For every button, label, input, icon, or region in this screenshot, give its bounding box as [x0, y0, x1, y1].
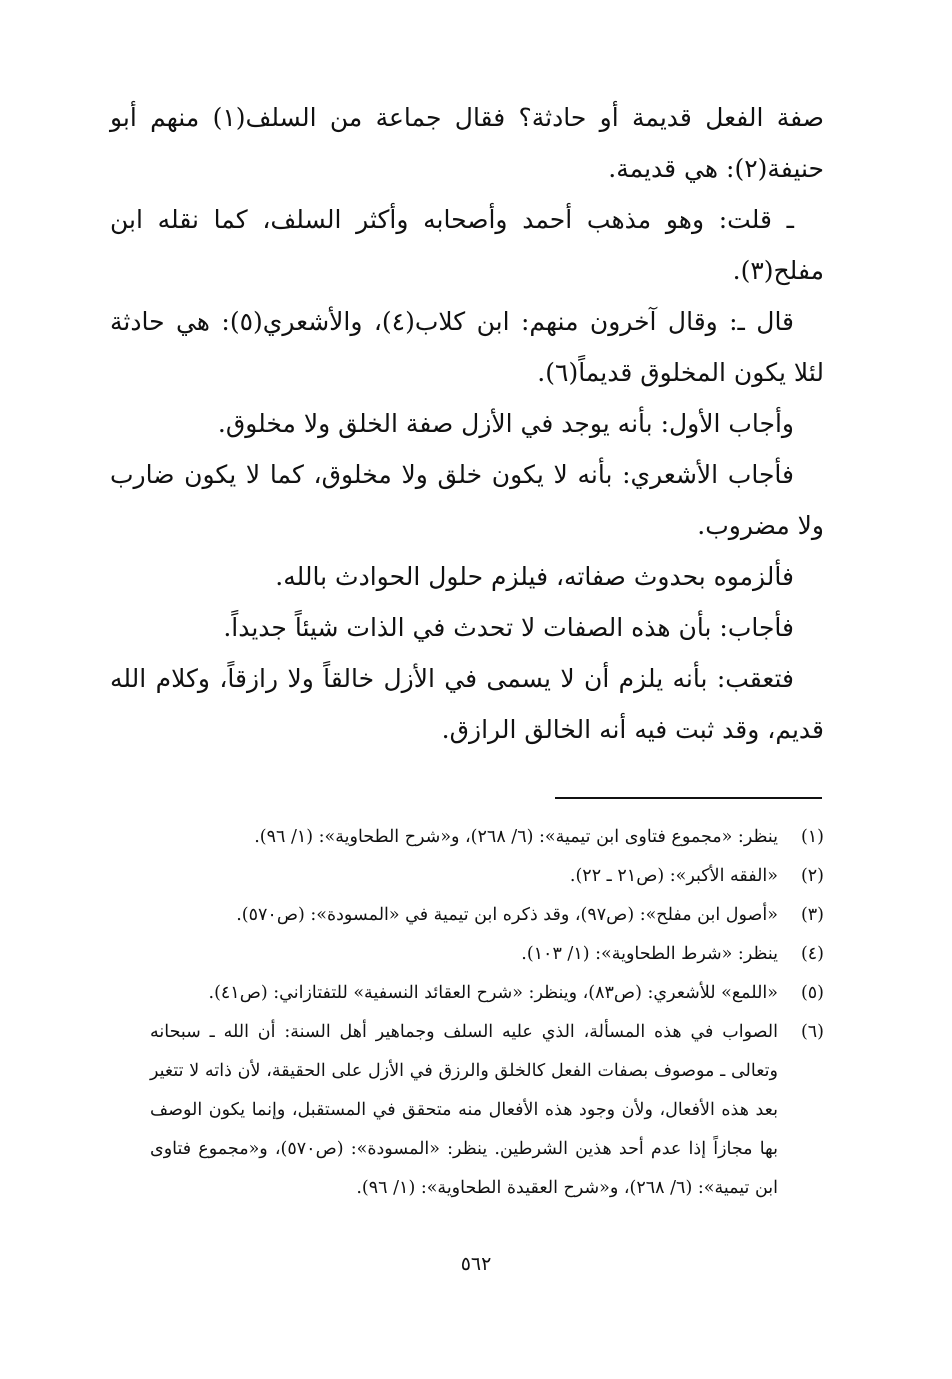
main-text-block	[110, 92, 824, 755]
footnote-5	[150, 974, 824, 1013]
footnote-number: (٥)	[800, 983, 824, 1003]
body-paragraph-6: فألزموه بحدوث صفاته، فيلزم حلول الحوادث بالله.	[275, 562, 794, 591]
footnote-text: ينظر: «مجموع فتاوى ابن تيمية»: (٦/ ٢٦٨)، و«شرح الطحاوية»: (١/ ٩٦).	[254, 827, 778, 847]
footnote-text: «أصول ابن مفلح»: (ص٩٧)، وقد ذكره ابن تيمية في «المسودة»: (ص٥٧٠).	[236, 905, 778, 925]
footnote-divider	[555, 797, 822, 799]
footnote-text: «اللمع» للأشعري: (ص٨٣)، وينظر: «شرح العقائد النسفية» للتفتازاني: (ص٤١).	[208, 983, 778, 1003]
footnote-text: الصواب في هذه المسألة، الذي عليه السلف وجماهير أهل السنة: أن الله ـ سبحانه وتعالى ـ موصوف بصفات الفعل كالخلق والرزق في الأزل على الحقيقة، لأن ذاته لا تتغير بعد هذه الأفعال، ولأن وجود هذه الأفعال منه متحقق في المستقبل، وإنما يكون الوصف بها مجازاً إذا عدم أحد هذين الشرطين. ينظر: «المسودة»: (ص٥٧٠)، و«مجموع فتاوى ابن تيمية»: (٦/ ٢٦٨)، و«شرح العقيدة الطحاوية»: (١/ ٩٦).	[150, 1022, 778, 1198]
footnote-number: (٦)	[800, 1022, 824, 1042]
footnote-number: (٤)	[800, 944, 824, 964]
body-paragraph-1: صفة الفعل قديمة أو حادثة؟ فقال جماعة من السلف(١) منهم أبو حنيفة(٢): هي قديمة.	[110, 103, 825, 183]
footnote-number: (١)	[800, 827, 824, 847]
body-paragraph-7: فأجاب: بأن هذه الصفات لا تحدث في الذات شيئاً جديداً.	[223, 613, 794, 642]
footnote-3	[150, 896, 824, 935]
footnote-4	[150, 935, 824, 974]
footnote-number: (٢)	[800, 866, 824, 886]
footnotes-section	[150, 818, 824, 1208]
footnote-number: (٣)	[800, 905, 824, 925]
body-paragraph-3: قال ـ: وقال آخرون منهم: ابن كلاب(٤)، والأشعري(٥): هي حادثة لئلا يكون المخلوق قديماً(٦).	[110, 307, 824, 387]
body-paragraph-5: فأجاب الأشعري: بأنه لا يكون خلق ولا مخلوق، كما لا يكون ضارب ولا مضروب.	[110, 460, 824, 540]
body-paragraph-2: ـ قلت: وهو مذهب أحمد وأصحابه وأكثر السلف، كما نقله ابن مفلح(٣).	[110, 205, 824, 285]
footnote-6	[150, 1013, 824, 1208]
footnote-2	[150, 857, 824, 896]
footnote-text: «الفقه الأكبر»: (ص٢١ ـ ٢٢).	[569, 866, 778, 886]
footnote-text: ينظر: «شرط الطحاوية»: (١/ ١٠٣).	[521, 944, 778, 964]
body-paragraph-8: فتعقب: بأنه يلزم أن لا يسمى في الأزل خالقاً ولا رازقاً، وكلام الله قديم، وقد ثبت فيه أنه الخالق الرازق.	[110, 664, 824, 744]
body-paragraph-4: وأجاب الأول: بأنه يوجد في الأزل صفة الخلق ولا مخلوق.	[217, 409, 794, 438]
page-number: ٥٦٢	[460, 1253, 492, 1275]
footnote-1	[150, 818, 824, 857]
